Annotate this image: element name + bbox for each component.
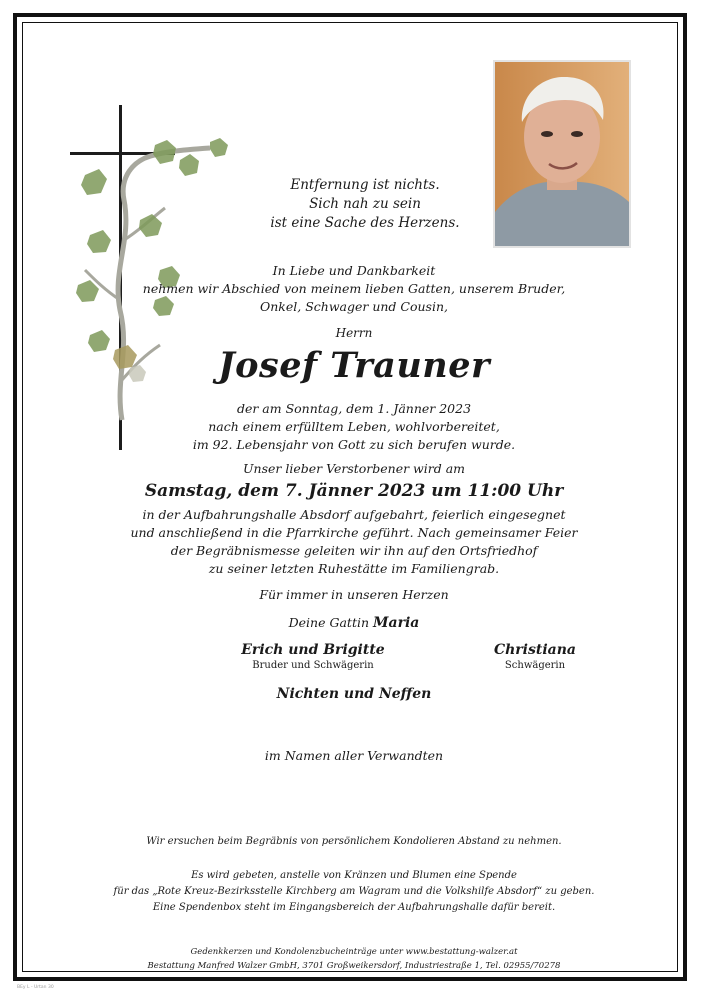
footer-line: Gedenkkerzen und Kondolenzbucheinträge unter www.bestattung-walzer.at <box>190 947 518 957</box>
relative-entry <box>440 642 630 671</box>
funeral-details-line: der Begräbnismesse geleiten wir ihn auf den Ortsfriedhof <box>170 543 538 558</box>
relative-name: Christiana <box>493 642 576 658</box>
salutation: Herrn <box>335 326 373 340</box>
funeral-details <box>0 506 708 578</box>
donation-line: Es wird gebeten, anstelle von Kränzen und Blumen eine Spende <box>191 870 517 881</box>
death-info-line: im 92. Lebensjahr von Gott zu sich berufen wurde. <box>192 437 516 452</box>
intro-line: In Liebe und Dankbarkeit <box>272 263 436 278</box>
footer-line: Bestattung Manfred Walzer GmbH, 3701 Großweikersdorf, Industriestraße 1, Tel. 02955/70278 <box>147 961 561 971</box>
intro-line: Onkel, Schwager und Cousin, <box>260 299 448 314</box>
deceased-name: Josef Trauner <box>218 345 490 386</box>
funeral-details-line: zu seiner letzten Ruhestätte im Familiengrab. <box>208 561 500 576</box>
death-info-line: nach einem erfülltem Leben, wohlvorbereitet, <box>208 419 500 434</box>
relative-entry <box>213 642 413 671</box>
donation-note <box>0 868 708 916</box>
forever-text: Für immer in unseren Herzen <box>259 587 449 602</box>
intro-line: nehmen wir Abschied von meinem lieben Gatten, unserem Bruder, <box>142 281 566 296</box>
footer <box>0 945 708 973</box>
death-info-line: der am Sonntag, dem 1. Jänner 2023 <box>236 401 472 416</box>
quote-line: Sich nah zu sein <box>309 196 421 212</box>
corner-code: BEy L - Urtan 30 <box>17 985 54 990</box>
intro-text <box>0 262 708 316</box>
quote-line: ist eine Sache des Herzens. <box>270 215 460 231</box>
relative-role: Schwägerin <box>504 660 566 671</box>
donation-line: für das „Rote Kreuz-Bezirksstelle Kirchberg am Wagram und die Volkshilfe Absdorf“ zu geben. <box>113 886 595 897</box>
wife-prefix: Deine Gattin <box>288 615 370 630</box>
nieces-nephews: Nichten und Neffen <box>276 686 432 702</box>
funeral-date: Samstag, dem 7. Jänner 2023 um 11:00 Uhr <box>144 481 564 501</box>
condolence-note: Wir ersuchen beim Begräbnis von persönlichem Kondolieren Abstand zu nehmen. <box>146 836 562 847</box>
wife-name: Maria <box>373 615 420 631</box>
wife-line <box>0 615 708 631</box>
quote <box>150 176 580 233</box>
quote-line: Entfernung ist nichts. <box>290 177 440 193</box>
donation-line: Eine Spendenbox steht im Eingangsbereich der Aufbahrungshalle dafür bereit. <box>152 902 556 913</box>
relative-name: Erich und Brigitte <box>241 642 385 658</box>
funeral-details-line: in der Aufbahrungshalle Absdorf aufgebahrt, feierlich eingesegnet <box>142 507 566 522</box>
on-behalf-text: im Namen aller Verwandten <box>264 748 444 763</box>
funeral-details-line: und anschließend in die Pfarrkirche geführt. Nach gemeinsamer Feier <box>130 525 578 540</box>
announcement: Unser lieber Verstorbener wird am <box>242 461 466 476</box>
death-info <box>0 400 708 454</box>
relative-role: Bruder und Schwägerin <box>252 660 374 671</box>
